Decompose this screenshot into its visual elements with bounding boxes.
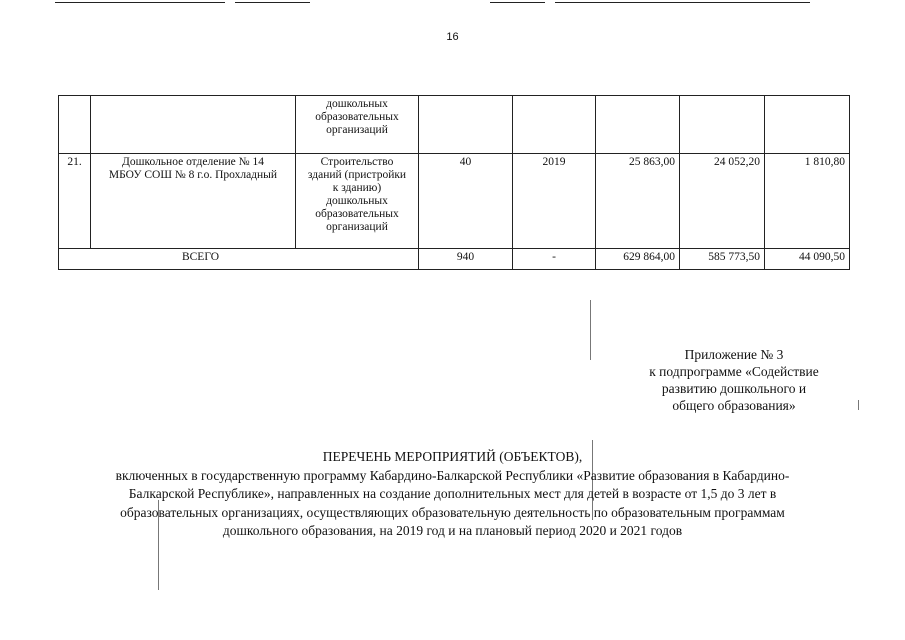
heading-title: ПЕРЕЧЕНЬ МЕРОПРИЯТИЙ (ОБЪЕКТОВ),	[322, 449, 583, 464]
work-type-line: образовательных	[315, 208, 399, 220]
cell-total: 25 863,00	[596, 154, 680, 249]
work-type-line: организаций	[326, 124, 388, 136]
cell-places: 40	[419, 154, 513, 249]
work-type-line: дошкольных	[326, 195, 388, 207]
work-type-line: зданий (пристройки	[307, 169, 407, 181]
scan-rule	[555, 2, 810, 3]
scan-rule	[235, 2, 310, 3]
cell-number	[59, 96, 91, 154]
work-type-line: Строительство	[320, 156, 394, 168]
cell-federal: 24 052,20	[680, 154, 765, 249]
cell-regional: 1 810,80	[765, 154, 850, 249]
work-type-line: организаций	[326, 221, 388, 233]
scan-rule	[490, 2, 545, 3]
cell-places	[419, 96, 513, 154]
name-line: МБОУ СОШ № 8 г.о. Прохладный	[108, 169, 278, 181]
name-line: Дошкольное отделение № 14	[122, 156, 264, 168]
page-number: 16	[446, 31, 459, 43]
cell-year	[513, 96, 596, 154]
heading-line: образовательных организациях, осуществляющих образовательную деятельность по образовательным программам	[120, 504, 785, 520]
cell-places: 940	[419, 249, 513, 270]
heading-line: дошкольного образования, на 2019 год и на плановый период 2020 и 2021 годов	[222, 523, 683, 538]
scan-rule	[55, 2, 225, 3]
cell-total	[596, 96, 680, 154]
cell-regional	[765, 96, 850, 154]
cell-total: 629 864,00	[596, 249, 680, 270]
heading-line: включенных в государственную программу Кабардино-Балкарской Республики «Развитие образования в Кабардино-	[115, 467, 790, 483]
cell-year: 2019	[513, 154, 596, 249]
cell-regional: 44 090,50	[765, 249, 850, 270]
cell-federal: 585 773,50	[680, 249, 765, 270]
cell-year: -	[513, 249, 596, 270]
work-type-line: к зданию)	[332, 182, 382, 194]
scan-mark	[858, 400, 859, 410]
table-row-object	[59, 154, 850, 249]
appendix-note	[620, 346, 848, 414]
appendix-line: общего образования»	[672, 398, 796, 413]
cell-number: 21.	[59, 154, 91, 249]
table-row-total	[59, 249, 850, 270]
cell-name	[91, 154, 296, 249]
document-heading	[40, 448, 865, 541]
objects-table	[58, 95, 850, 270]
appendix-line: к подпрограмме «Содействие	[649, 364, 819, 379]
table-row-continuation	[59, 96, 850, 154]
cell-name	[91, 96, 296, 154]
heading-line: Балкарской Республике», направленных на создание дополнительных мест для детей в возрасте от 1,5 до 3 лет в	[128, 486, 777, 501]
cell-work-type	[296, 154, 419, 249]
scan-mark	[590, 300, 591, 360]
cell-total-label: ВСЕГО	[59, 249, 419, 270]
cell-federal	[680, 96, 765, 154]
appendix-line: развитию дошкольного и	[661, 381, 807, 396]
work-type-line: образовательных	[315, 111, 399, 123]
appendix-line: Приложение № 3	[684, 347, 784, 362]
cell-work-type	[296, 96, 419, 154]
work-type-line: дошкольных	[326, 98, 388, 110]
